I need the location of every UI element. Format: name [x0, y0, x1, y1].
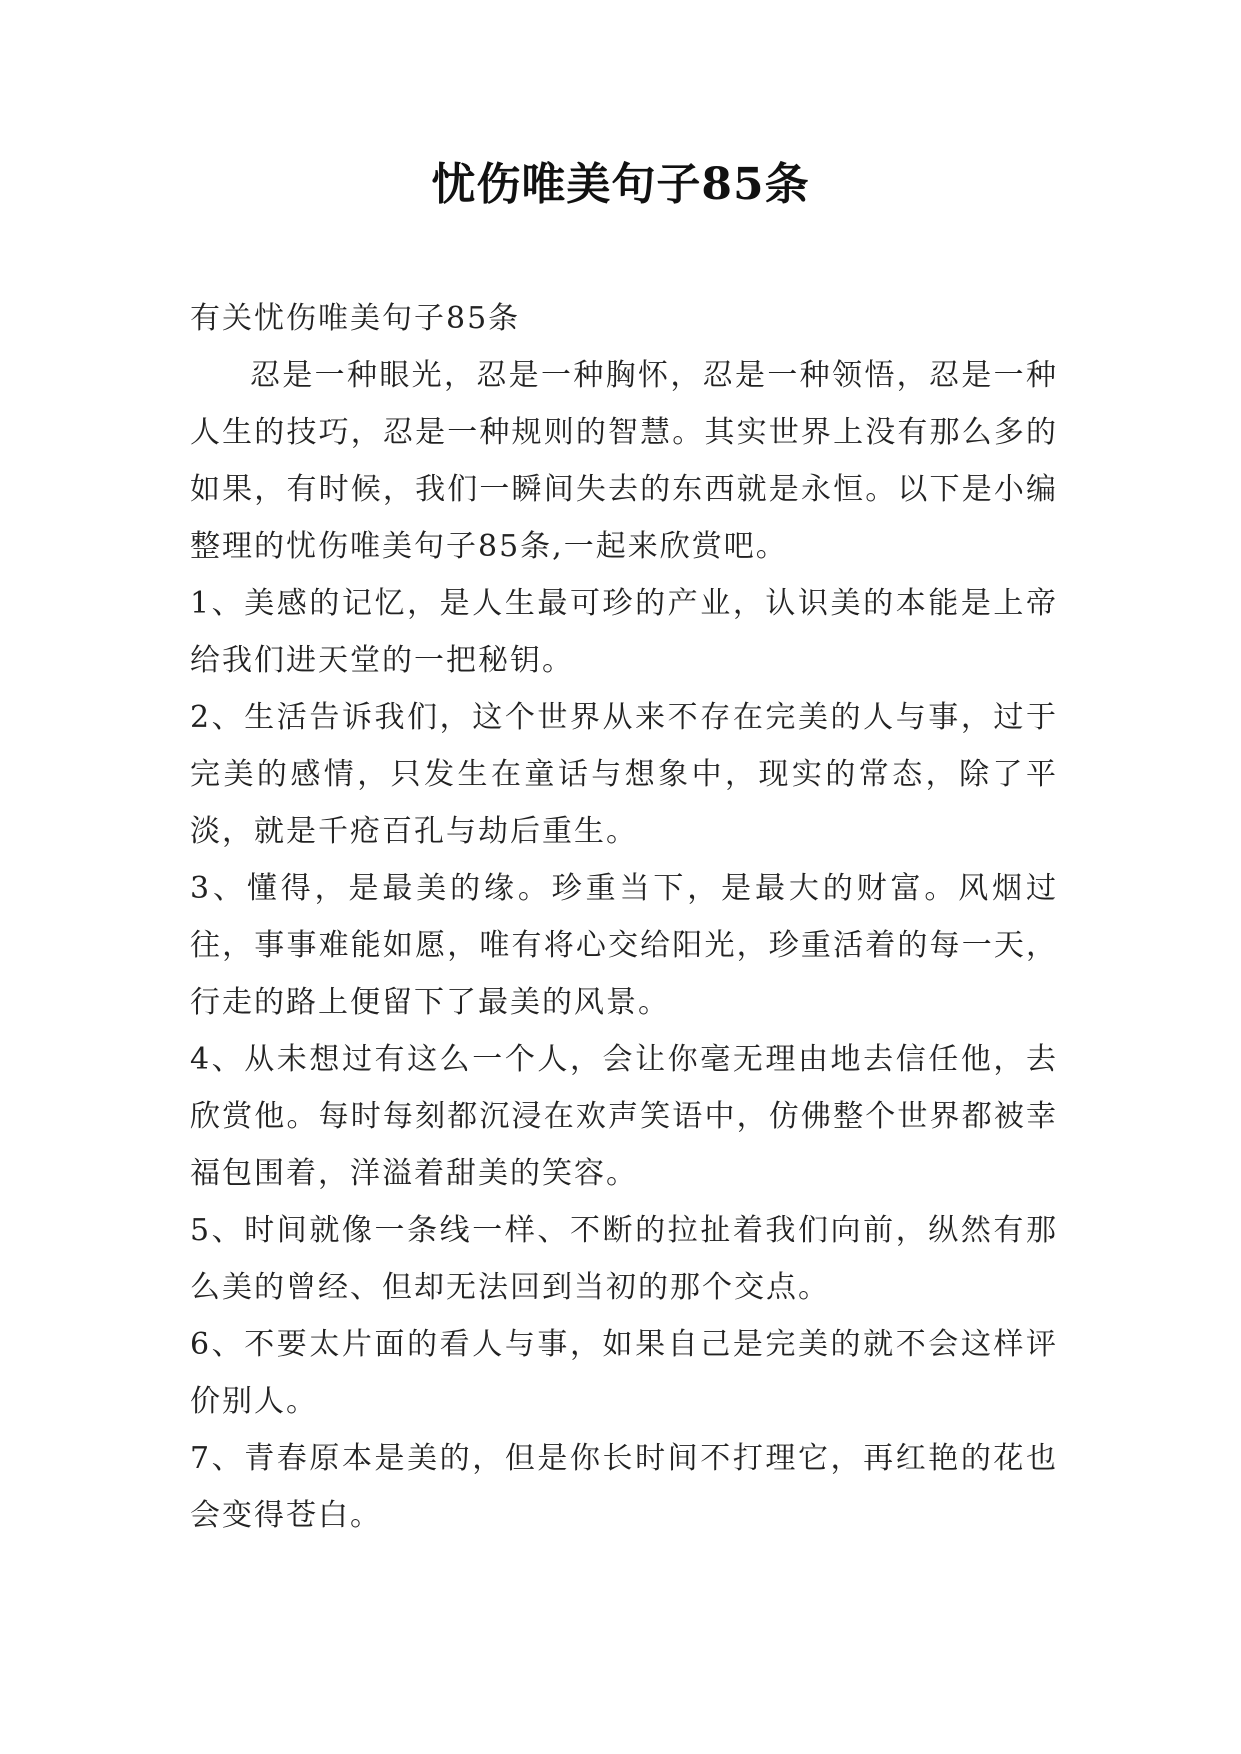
- list-item: 5、时间就像一条线一样、不断的拉扯着我们向前，纵然有那么美的曾经、但却无法回到当初的那个交点。: [190, 1213, 1058, 1305]
- list-item: 3、懂得，是最美的缘。珍重当下，是最大的财富。风烟过往，事事难能如愿，唯有将心交给阳光，珍重活着的每一天，行走的路上便留下了最美的风景。: [190, 871, 1058, 1020]
- document-subtitle: 有关忧伤唯美句子85条: [190, 301, 521, 336]
- list-item: 2、生活告诉我们，这个世界从来不存在完美的人与事，过于完美的感情，只发生在童话与想象中，现实的常态，除了平淡，就是千疮百孔与劫后重生。: [190, 700, 1058, 849]
- list-item: 4、从未想过有这么一个人，会让你毫无理由地去信任他，去欣赏他。每时每刻都沉浸在欢声笑语中，仿佛整个世界都被幸福包围着，洋溢着甜美的笑容。: [190, 1042, 1058, 1191]
- list-item: 6、不要太片面的看人与事，如果自己是完美的就不会这样评价别人。: [190, 1327, 1058, 1419]
- intro-paragraph: 忍是一种眼光，忍是一种胸怀，忍是一种领悟，忍是一种人生的技巧，忍是一种规则的智慧。其实世界上没有那么多的如果，有时候，我们一瞬间失去的东西就是永恒。以下是小编整理的忧伤唯美句子85条,一起来欣赏吧。: [190, 358, 1058, 564]
- list-item: 7、青春原本是美的，但是你长时间不打理它，再红艳的花也会变得苍白。: [190, 1441, 1058, 1533]
- list-item: 1、美感的记忆，是人生最可珍的产业，认识美的本能是上帝给我们进天堂的一把秘钥。: [190, 586, 1058, 678]
- document-body: [190, 290, 1058, 1544]
- document-title: 忧伤唯美句子85条: [431, 159, 810, 210]
